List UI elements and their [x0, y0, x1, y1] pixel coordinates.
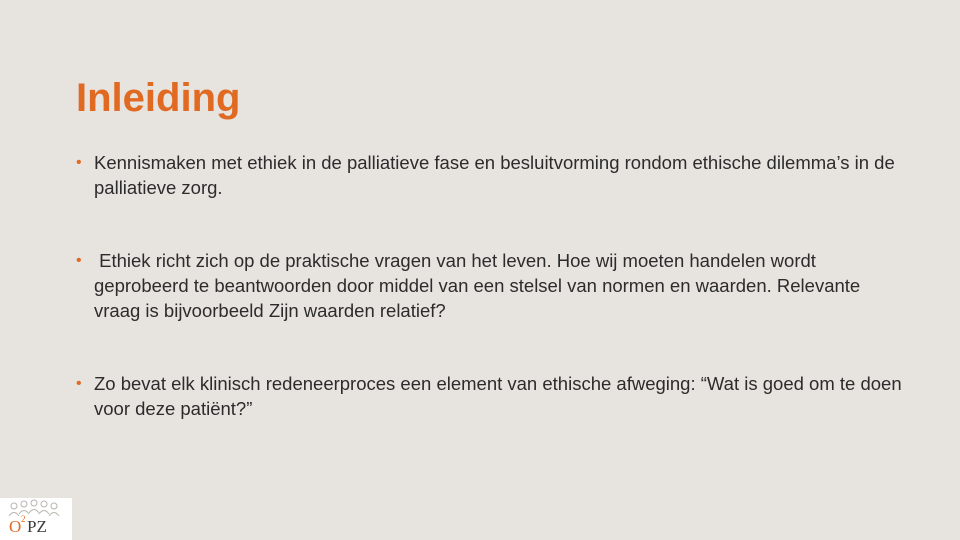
bullet-list: [76, 150, 906, 421]
bullet-icon: •: [76, 252, 82, 269]
logo-sup-text: 2: [21, 514, 26, 524]
bullet-item: [76, 248, 906, 323]
bullet-item: [76, 150, 906, 200]
bullet-text: Kennismaken met ethiek in de palliatieve fase en besluitvorming rondom ethische dilemma’s in de palliatieve zorg.: [94, 152, 895, 198]
o2pz-logo-icon: [0, 498, 72, 540]
bullet-icon: •: [76, 154, 82, 171]
slide-title: Inleiding: [76, 76, 241, 120]
logo-o-text: O: [9, 517, 22, 536]
logo-pz-text: PZ: [27, 517, 47, 536]
bullet-text: Zo bevat elk klinisch redeneerproces een element van ethische afweging: “Wat is goed om te doen voor deze patiënt?”: [94, 373, 902, 419]
bullet-icon: •: [76, 375, 82, 392]
bullet-item: [76, 371, 906, 421]
o2pz-logo: [0, 498, 72, 540]
bullet-text: Ethiek richt zich op de praktische vragen van het leven. Hoe wij moeten handelen wordt geprobeerd te beantwoorden door middel van een stelsel van normen en waarden. Relevante vraag is bijvoorbeeld Zijn waarden relatief?: [94, 250, 866, 321]
